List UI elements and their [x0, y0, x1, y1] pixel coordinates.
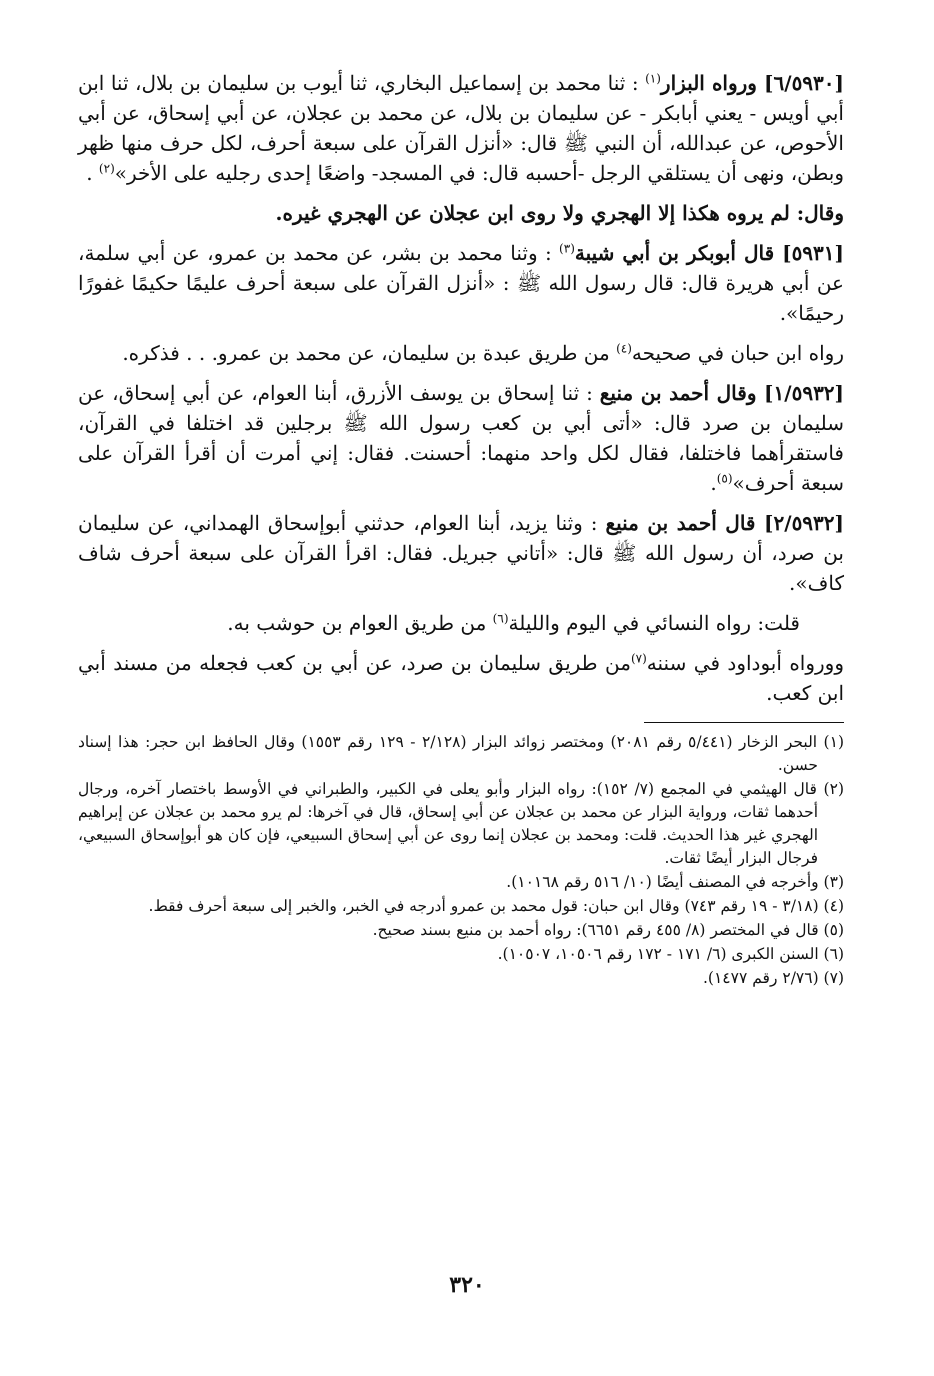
- footnotes: [78, 731, 844, 990]
- footnote-ref[interactable]: (٥): [716, 471, 733, 486]
- hadith-text: : ثنا إسحاق بن يوسف الأزرق، أبنا العوام، عن أبي إسحاق، عن سليمان بن صرد قال: «أتى أبي بن كعب رسول الله ﷺ برجلين قد اختلفا في القرآن، فاستقرأهما فاختلفا، فقال لكل واحد منهما: أحسنت. فقال: إني أمرت أن أقرأ القرآن على سبعة أحرف»: [78, 381, 844, 495]
- footnote-ref[interactable]: (١): [645, 71, 661, 86]
- note-tail: من طريق سليمان بن صرد، عن أبي بن كعب فجعله من مسند أبي ابن كعب.: [78, 651, 844, 705]
- footnote-ref[interactable]: (٧): [630, 651, 647, 666]
- page-body: [78, 68, 844, 991]
- nasai-note: [78, 608, 844, 638]
- footnote-4: (٤) (٣/١٨ - ١٩ رقم ٧٤٣) وقال ابن حبان: قول محمد بن عمرو أدرجه في الخبر، والخبر إلى سبعة أحرف فقط.: [148, 897, 844, 915]
- hadith-5932-1: [78, 378, 844, 498]
- abu-dawud-note: [78, 648, 844, 708]
- hadith-5932-2: [78, 508, 844, 598]
- note-tail: من طريق العوام بن حوشب به.: [227, 611, 493, 635]
- hadith-text: : وثنا يزيد، أبنا العوام، حدثني أبوإسحاق الهمداني، عن سليمان بن صرد، أن رسول الله ﷺ قال: «أتاني جبريل. فقال: اقرأ القرآن على سبعة أحرف شاف كاف».: [78, 511, 844, 595]
- footnote-2: (٢) قال الهيثمي في المجمع (٧/ ١٥٢): رواه البزار وأبو يعلى في الكبير، والطبراني في الأوسط باختصار آخره، ورجال أحدهما ثقات، ورواية البزار عن محمد بن عجلان عن أبي إسحاق، قال في آخرها: لم يرو محمد بن عجلان عن إبراهيم الهجري غير هذا الحديث. قلت: ومحمد بن عجلان إنما روى عن أبي إسحاق السبيعي، فإن كان هو أبوإسحاق السبيعي، فرجال البزار أيضًا ثقات.: [78, 780, 844, 867]
- footnote-7: (٧) (٢/٧٦ رقم ١٤٧٧).: [703, 969, 844, 987]
- hadith-5930-6: [78, 68, 844, 188]
- hadith-tail: .: [710, 471, 717, 495]
- footnote-ref[interactable]: (٢): [98, 161, 115, 176]
- footnote-1: (١) البحر الزخار (٥/٤٤١ رقم ٢٠٨١) ومختصر زوائد البزار (٢/١٢٨ - ١٢٩ رقم ١٥٥٣) وقال الحافظ ابن حجر: هذا إسناد حسن.: [78, 733, 844, 774]
- ibn-hibban-note: [78, 338, 844, 368]
- note-text: رواه ابن حبان في صحيحه: [631, 341, 844, 365]
- hadith-heading: [٥٩٣١] قال أبوبكر بن أبي شيبة: [574, 241, 844, 265]
- page-number: ٣٢٠: [449, 1272, 485, 1298]
- footnote-ref[interactable]: (٣): [559, 241, 575, 256]
- footnote-ref[interactable]: (٤): [616, 341, 632, 356]
- bazzar-comment: [78, 198, 844, 228]
- hadith-tail: .: [86, 161, 99, 185]
- comment-text: وقال: لم يروه هكذا إلا الهجري ولا روى ابن عجلان عن الهجري غيره.: [275, 201, 844, 225]
- footnote-separator: [644, 722, 844, 723]
- hadith-heading: [٦/٥٩٣٠] ورواه البزار: [660, 71, 844, 95]
- note-tail: من طريق عبدة بن سليمان، عن محمد بن عمرو. . . فذكره.: [122, 341, 617, 365]
- footnote-6: (٦) السنن الكبرى (٦/ ١٧١ - ١٧٢ رقم ١٠٥٠٦، ١٠٥٠٧).: [497, 945, 844, 963]
- hadith-heading: [١/٥٩٣٢] وقال أحمد بن منيع: [599, 381, 845, 405]
- footnote-ref[interactable]: (٦): [492, 611, 509, 626]
- hadith-text: : ثنا محمد بن إسماعيل البخاري، ثنا أيوب بن سليمان بن بلال، ثنا ابن أبي أويس - يعني أبابكر - عن سليمان بن بلال، عن محمد بن عجلان، عن أبي إسحاق، عن أبي الأحوص، عن عبدالله، أن النبي ﷺ قال: «أنزل القرآن على سبعة أحرف، لكل حرف منها ظهر وبطن، ونهى أن يستلقي الرجل -أحسبه قال: في المسجد- واضعًا إحدى رجليه على الأخر»: [78, 71, 844, 185]
- footnote-3: (٣) وأخرجه في المصنف أيضًا (١٠/ ٥١٦ رقم ١٠١٦٨).: [506, 873, 844, 891]
- note-text: وورواه أبوداود في سننه: [646, 651, 844, 675]
- footnote-5: (٥) قال في المختصر (٨/ ٤٥٥ رقم ٦٦٥١): رواه أحمد بن منيع بسند صحيح.: [372, 921, 844, 939]
- hadith-5931: [78, 238, 844, 328]
- hadith-text: : وثنا محمد بن بشر، عن محمد بن عمرو، عن أبي سلمة، عن أبي هريرة قال: قال رسول الله ﷺ : «أنزل القرآن على سبعة أحرف عليمًا حكيمًا غفورًا رحيمًا».: [78, 241, 844, 325]
- note-text: قلت: رواه النسائي في اليوم والليلة: [508, 611, 800, 635]
- hadith-heading: [٢/٥٩٣٢] قال أحمد بن منيع: [605, 511, 844, 535]
